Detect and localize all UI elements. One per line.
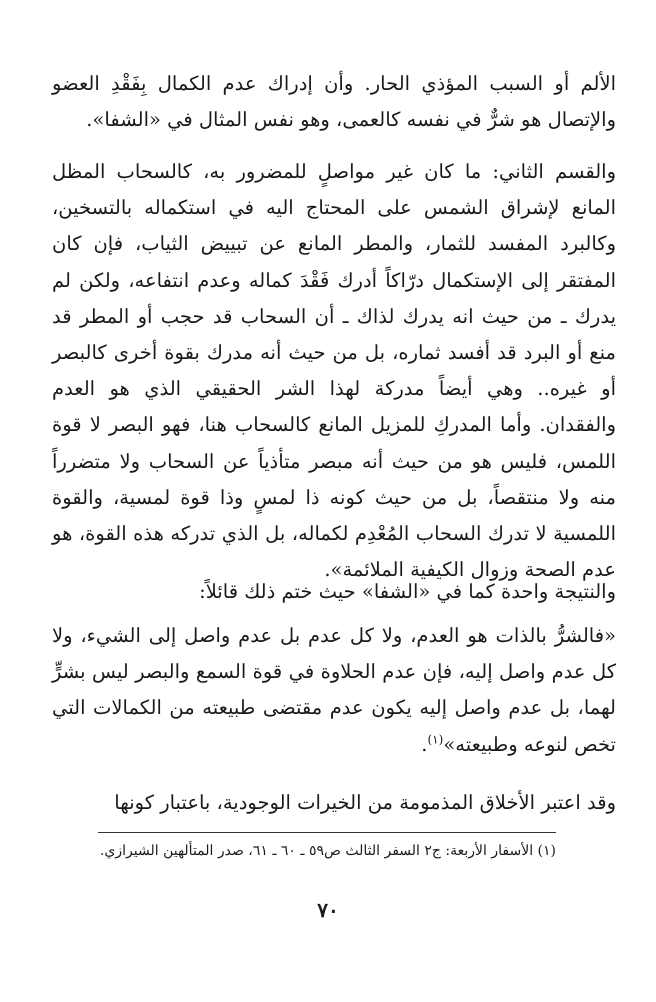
footnote: (١) الأسفار الأربعة: ج٢ السفر الثالث ص٥٩ ـ ٦٠ ـ ٦١، صدر المتألهين الشيرازي. <box>99 843 556 859</box>
paragraph-2: والقسم الثاني: ما كان غير مواصلٍ للمضرور به، كالسحاب المظل المانع لإشراق الشمس على المحتاج اليه في استكماله بالتسخين، وكالبرد المفسد للثمار، والمطر المانع عن تبييض الثياب، فإن كان المفتقر إلى الإستكمال درّاكاً أدرك فَقْدَ كماله وعدم انتفاعه، ولكن لم يدرك ـ من حيث انه يدرك لذاك ـ أن السحاب قد حجب أو المطر قد منع أو البرد قد أفسد ثماره، بل من حيث أنه مدرك بقوة أخرى كالبصر أو غيره.. وهي أيضاً مدركة لهذا الشر الحقيقي الذي هو العدم والفقدان. وأما المدركِ للمزيل المانع كالسحاب هنا، فهو البصر لا قوة اللمس، فليس هو من حيث أنه مبصر متأذياً عن السحاب ولا متضرراً منه ولا منتقصاً، بل من حيث كونه ذا لمسٍ وذا قوة لمسية، والقوة اللمسية لا تدرك السحاب المُعْدِم لكماله، بل الذي تدركه هذه القوة، هو عدم الصحة وزوال الكيفية الملائمة». <box>52 160 616 582</box>
paragraph-1: الألم أو السبب المؤذي الحار. وأن إدراك عدم الكمال بِفَقْدِ العضو والإتصال هو شرٌّ في نفسه كالعمى، وهو نفس المثال في «الشفا». <box>52 72 616 132</box>
footnote-divider <box>98 832 556 833</box>
page-number: ٧٠ <box>317 898 339 922</box>
quotation-end: . <box>421 732 428 756</box>
footnote-reference: (١) <box>427 732 444 747</box>
paragraph-5: وقد اعتبر الأخلاق المذمومة من الخيرات الوجودية، باعتبار كونها <box>114 791 616 814</box>
quotation-paragraph <box>52 618 616 763</box>
paragraph-3: والنتيجة واحدة كما في «الشفا» حيث ختم ذلك قائلاً: <box>199 580 616 603</box>
quotation-text: «فالشرُّ بالذات هو العدم، ولا كل عدم بل عدم واصل إلى الشيء، ولا كل عدم واصل إليه، فإن عدم الحلاوة في قوة السمع والبصر ليس بشرٍّ لهما، بل عدم واصل إليه يكون عدم مقتضى طبيعته من الكمالات التي تخص لنوعه وطبيعته» <box>52 624 616 756</box>
